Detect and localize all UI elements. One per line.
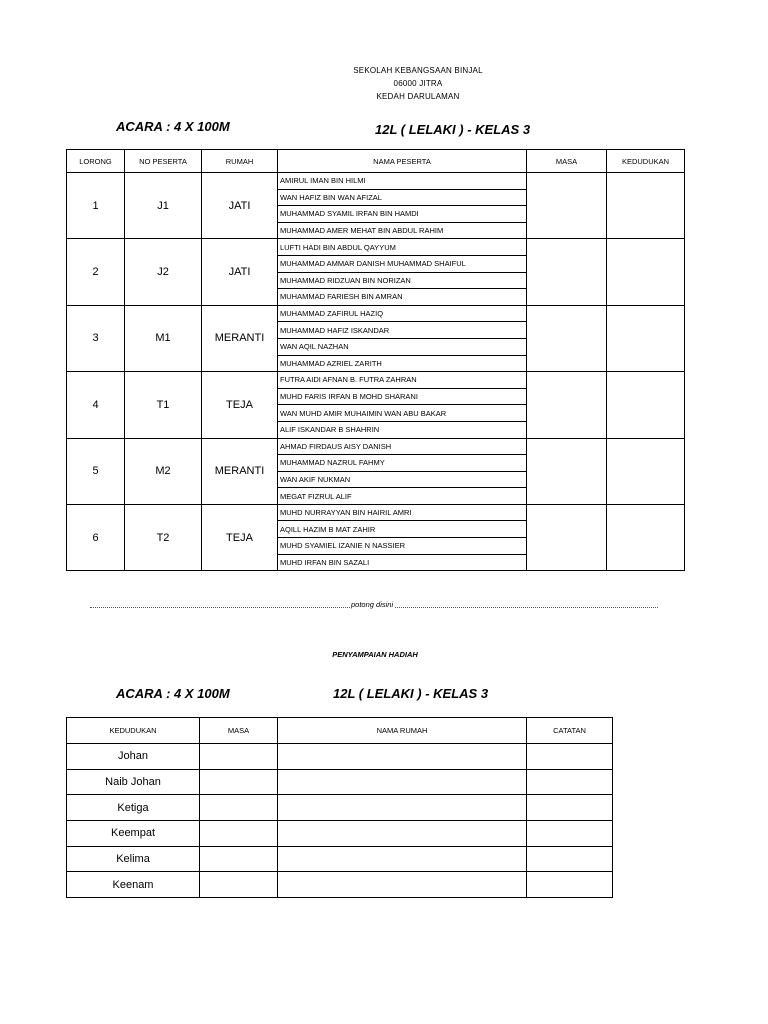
school-state: KEDAH DARULAMAN (376, 92, 460, 101)
participant-name: MUHD IRFAN BIN SAZALI (278, 554, 527, 571)
table-row (67, 769, 613, 795)
participant-name: MEGAT FIZRUL ALIF (278, 488, 527, 505)
participant-name: MUHAMMAD FARIESH BIN AMRAN (278, 289, 527, 306)
note-cell (527, 744, 613, 770)
house-name: JATI (202, 173, 278, 239)
participant-name: ALIF ISKANDAR B SHAHRIN (278, 421, 527, 438)
prize-header-row (67, 718, 613, 744)
col-kedudukan: KEDUDUKAN (607, 150, 685, 173)
table-row (67, 239, 685, 256)
participant-number: M2 (125, 438, 202, 504)
participant-name: MUHAMMAD RIDZUAN BIN NORIZAN (278, 272, 527, 289)
participant-name: WAN AQIL NAZHAN (278, 338, 527, 355)
house-name: MERANTI (202, 305, 278, 371)
participant-name: MUHD FARIS IRFAN B MOHD SHARANI (278, 388, 527, 405)
position-label: Ketiga (67, 795, 200, 821)
prize-heading: PENYAMPAIAN HADIAH (332, 650, 418, 659)
participant-name: WAN MUHD AMIR MUHAIMIN WAN ABU BAKAR (278, 405, 527, 422)
house-cell (278, 795, 527, 821)
time-cell (527, 305, 607, 371)
table-row (67, 173, 685, 190)
house-cell (278, 872, 527, 898)
time-cell (200, 795, 278, 821)
position-label: Keempat (67, 821, 200, 847)
participant-name: AMIRUL IMAN BIN HILMI (278, 173, 527, 190)
participant-name: AHMAD FIRDAUS AISY DANISH (278, 438, 527, 455)
lane-number: 1 (67, 173, 125, 239)
participant-name: MUHD NURRAYYAN BIN HAIRIL AMRI (278, 504, 527, 521)
prize-event-category: 12L ( LELAKI ) - KELAS 3 (333, 686, 489, 701)
table-row (67, 846, 613, 872)
time-cell (200, 821, 278, 847)
prize-table (66, 717, 613, 898)
time-cell (200, 744, 278, 770)
participant-number: T2 (125, 504, 202, 570)
col-kedudukan: KEDUDUKAN (67, 718, 200, 744)
note-cell (527, 821, 613, 847)
position-label: Kelima (67, 846, 200, 872)
col-no-peserta: NO PESERTA (125, 150, 202, 173)
note-cell (527, 872, 613, 898)
position-cell (607, 372, 685, 438)
house-cell (278, 821, 527, 847)
participant-name: MUHAMMAD AMMAR DANISH MUHAMMAD SHAIFUL (278, 255, 527, 272)
event-category: 12L ( LELAKI ) - KELAS 3 (375, 122, 531, 137)
participant-name: AQILL HAZIM B MAT ZAHIR (278, 521, 527, 538)
table-row (67, 305, 685, 322)
house-name: MERANTI (202, 438, 278, 504)
position-cell (607, 173, 685, 239)
participant-name: FUTRA AIDI AFNAN B. FUTRA ZAHRAN (278, 372, 527, 389)
participant-number: J2 (125, 239, 202, 305)
col-nama-rumah: NAMA RUMAH (278, 718, 527, 744)
house-name: JATI (202, 239, 278, 305)
lane-number: 5 (67, 438, 125, 504)
note-cell (527, 846, 613, 872)
prize-event-title: ACARA : 4 X 100M (116, 686, 230, 701)
time-cell (200, 769, 278, 795)
participant-number: T1 (125, 372, 202, 438)
house-cell (278, 769, 527, 795)
heat-table (66, 149, 685, 571)
event-title: ACARA : 4 X 100M (116, 119, 230, 134)
table-row (67, 795, 613, 821)
heat-header-row (67, 150, 685, 173)
col-masa: MASA (200, 718, 278, 744)
col-masa: MASA (527, 150, 607, 173)
house-cell (278, 846, 527, 872)
house-name: TEJA (202, 504, 278, 570)
table-row (67, 821, 613, 847)
participant-name: WAN HAFIZ BIN WAN AFIZAL (278, 189, 527, 206)
note-cell (527, 769, 613, 795)
cut-line (90, 600, 658, 612)
col-lorong: LORONG (67, 150, 125, 173)
participant-name: MUHAMMAD NAZRUL FAHMY (278, 455, 527, 472)
table-row (67, 372, 685, 389)
table-row (67, 872, 613, 898)
note-cell (527, 795, 613, 821)
position-label: Johan (67, 744, 200, 770)
position-cell (607, 438, 685, 504)
table-row (67, 504, 685, 521)
position-label: Keenam (67, 872, 200, 898)
time-cell (200, 846, 278, 872)
position-label: Naib Johan (67, 769, 200, 795)
lane-number: 6 (67, 504, 125, 570)
position-cell (607, 239, 685, 305)
col-nama-peserta: NAMA PESERTA (278, 150, 527, 173)
participant-name: MUHAMMAD ZAFIRUL HAZIQ (278, 305, 527, 322)
table-row (67, 438, 685, 455)
lane-number: 2 (67, 239, 125, 305)
participant-number: J1 (125, 173, 202, 239)
table-row (67, 744, 613, 770)
time-cell (527, 173, 607, 239)
time-cell (200, 872, 278, 898)
lane-number: 4 (67, 372, 125, 438)
participant-name: MUHAMMAD HAFIZ ISKANDAR (278, 322, 527, 339)
school-name: SEKOLAH KEBANGSAAN BINJAL (353, 66, 483, 75)
participant-number: M1 (125, 305, 202, 371)
school-postcode: 06000 JITRA (393, 79, 443, 88)
time-cell (527, 239, 607, 305)
house-name: TEJA (202, 372, 278, 438)
time-cell (527, 504, 607, 570)
participant-name: MUHAMMAD AMER MEHAT BIN ABDUL RAHIM (278, 222, 527, 239)
col-rumah: RUMAH (202, 150, 278, 173)
participant-name: MUHAMMAD AZRIEL ZARITH (278, 355, 527, 372)
cut-label: potong disini (351, 600, 394, 609)
col-catatan: CATATAN (527, 718, 613, 744)
house-cell (278, 744, 527, 770)
participant-name: MUHD SYAMIEL IZANIE N NASSIER (278, 538, 527, 555)
participant-name: LUFTI HADI BIN ABDUL QAYYUM (278, 239, 527, 256)
time-cell (527, 438, 607, 504)
participant-name: WAN AKIF NUKMAN (278, 471, 527, 488)
participant-name: MUHAMMAD SYAMIL IRFAN BIN HAMDI (278, 206, 527, 223)
position-cell (607, 504, 685, 570)
position-cell (607, 305, 685, 371)
time-cell (527, 372, 607, 438)
lane-number: 3 (67, 305, 125, 371)
